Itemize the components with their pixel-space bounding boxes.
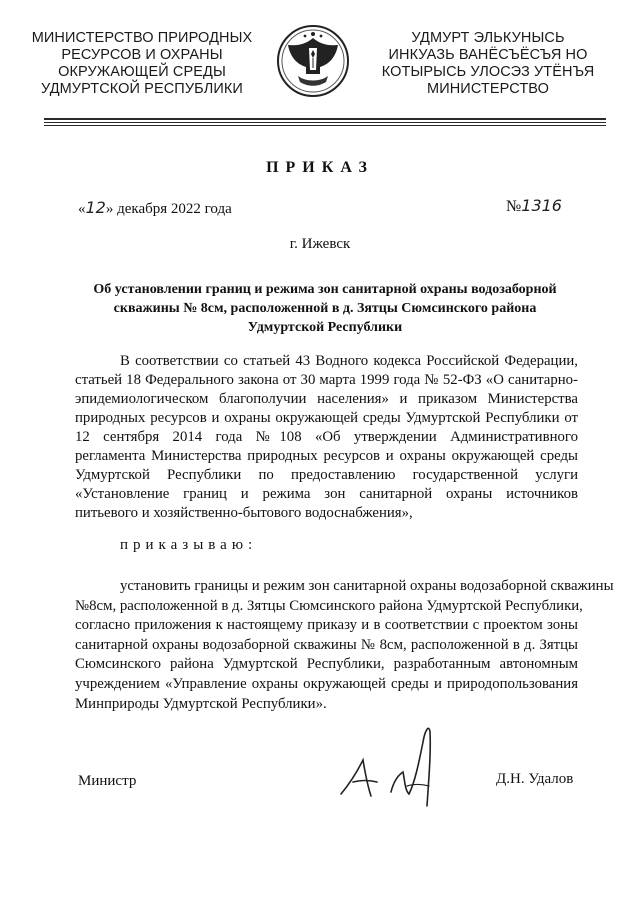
document-subject <box>90 280 560 337</box>
subject-line: Удмуртской Республики <box>247 320 403 335</box>
order-line: санитарной охраны водозаборной скважины № 8см, расположенной в д. Зятцы <box>75 636 578 653</box>
preamble-line: эпидемиологическом благополучии населения» и приказом Министерства <box>75 391 578 407</box>
header-divider <box>44 125 606 126</box>
header-left-line: УДМУРТСКОЙ РЕСПУБЛИКИ <box>41 81 243 97</box>
order-line: Сюмсинского района Удмуртской Республики, разработанным автономным <box>75 656 578 673</box>
signatory-title: Министр <box>78 773 137 789</box>
header-left-line: РЕСУРСОВ И ОХРАНЫ <box>61 47 223 63</box>
header-right-line: ИНКУАЗЬ ВАНЁСЪЁСЪЯ НО <box>388 47 588 63</box>
order-line: №8см, расположенной в д. Зятцы Сюмсинского района Удмуртской Республики, <box>75 597 583 614</box>
document-date <box>78 198 232 218</box>
date-rest: » декабря 2022 года <box>105 201 232 217</box>
preamble-line: В соответствии со статьей 43 Водного кодекса Российской Федерации, <box>120 353 578 369</box>
order-word: приказываю: <box>120 537 258 553</box>
order-line: установить границы и режим зон санитарной охраны водозаборной скважины <box>120 578 614 594</box>
preamble-line: Удмуртской Республики по предоставлению государственной услуги <box>75 467 578 483</box>
header-right-line: КОТЫРЫСЬ УЛОСЭЗ УТЁНЪЯ <box>381 64 595 80</box>
header-left-line: ОКРУЖАЮЩЕЙ СРЕДЫ <box>58 64 226 80</box>
number-prefix: № <box>506 198 522 215</box>
header-divider <box>44 122 606 123</box>
header-left-line: МИНИСТЕРСТВО ПРИРОДНЫХ <box>31 30 253 46</box>
date-day-handwritten: 12 <box>85 198 106 217</box>
subject-line: Об установлении границ и режима зон санитарной охраны водозаборной <box>93 282 557 297</box>
ministry-header-russian <box>22 30 262 98</box>
signatory-name: Д.Н. Удалов <box>496 771 574 787</box>
preamble-line: 12 сентября 2014 года №108 «Об утверждении Административного <box>75 429 578 445</box>
preamble-line: питьевого и хозяйственно-бытового водоснабжения», <box>75 505 413 521</box>
preamble-line: «Установление границ и режима зон санитарной охраны источников <box>75 486 578 502</box>
preamble-line: регламента Министерства природных ресурсов и охраны окружающей среды <box>75 448 578 464</box>
document-city: г. Ижевск <box>289 236 351 252</box>
preamble-line: природных ресурсов и охраны окружающей среды Удмуртской Республики от <box>75 410 578 426</box>
udmurt-coat-of-arms-icon <box>276 24 350 98</box>
order-paragraph <box>75 577 614 714</box>
number-handwritten: 1316 <box>521 196 562 215</box>
document-number <box>506 196 562 216</box>
date-open-quote: « <box>78 201 86 217</box>
header-right-line: МИНИСТЕРСТВО <box>427 81 549 97</box>
ministry-header-udmurt <box>353 30 623 98</box>
order-line: согласно приложения к настоящему приказу и в соответствии с проектом зоны <box>75 617 578 634</box>
header-divider <box>44 118 606 120</box>
header-right-line: УДМУРТ ЭЛЬКУНЫСЬ <box>411 30 565 46</box>
preamble-paragraph <box>75 352 578 523</box>
order-line: учреждением «Управление охраны окружающей среды и природопользования <box>75 675 578 692</box>
order-line: Минприроды Удмуртской Республики». <box>75 695 327 712</box>
handwritten-signature-icon <box>333 722 453 814</box>
subject-line: скважины № 8см, расположенной в д. Зятцы Сюмсинского района <box>113 301 537 316</box>
preamble-line: статьей 18 Федерального закона от 30 марта 1999 года № 52-ФЗ «О санитарно- <box>75 372 578 388</box>
document-title: ПРИКАЗ <box>266 159 374 176</box>
